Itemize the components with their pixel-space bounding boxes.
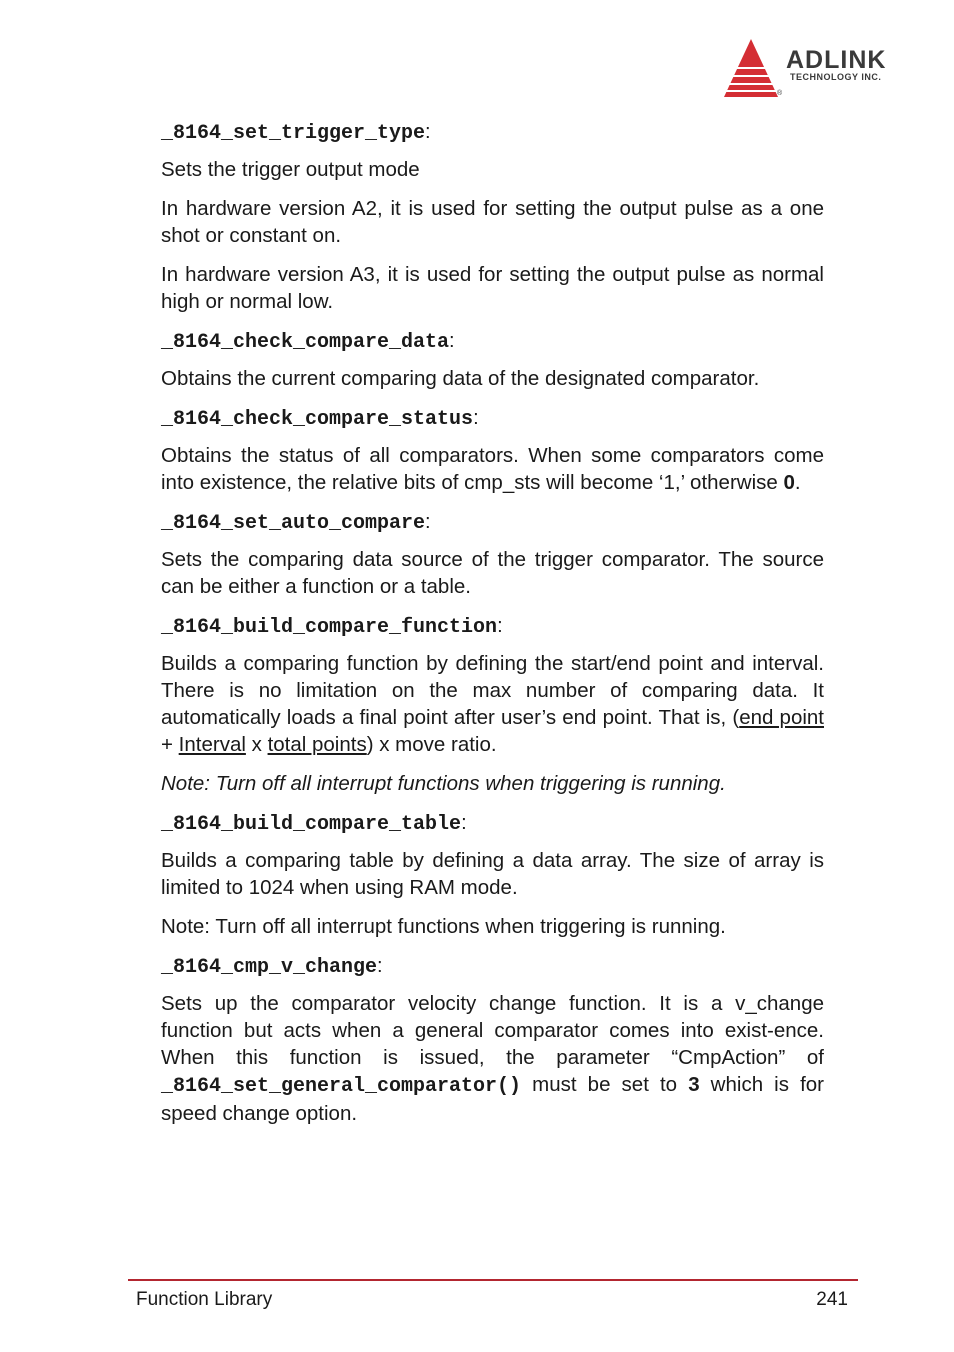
function-heading (161, 327, 824, 357)
note: Note: Turn off all interrupt functions when triggering is running. (161, 915, 726, 938)
underlined-term: Interval (178, 733, 246, 756)
heading-colon: : (473, 407, 479, 429)
logo-brand-text: ADLINK (786, 46, 887, 74)
adlink-triangle-icon (722, 38, 783, 100)
paragraph: Sets the trigger output mode (161, 158, 420, 181)
function-heading (161, 508, 824, 538)
function-name: _8164_set_auto_compare (161, 512, 426, 535)
paragraph: Builds a comparing table by defining a data array. The size of array is limited to 1024 when using RAM mode. (161, 849, 824, 899)
heading-colon: : (497, 615, 503, 637)
bold-value: 0 (783, 471, 795, 494)
paragraph: In hardware version A2, it is used for setting the output pulse as a one shot or constant on. (161, 197, 824, 247)
bold-value: 3 (688, 1073, 700, 1096)
text-run: + (161, 733, 179, 756)
paragraph: Sets the comparing data source of the trigger comparator. The source can be either a function or a table. (161, 548, 824, 598)
text-run: must be set to (521, 1073, 689, 1096)
function-heading (161, 404, 824, 434)
heading-colon: : (449, 330, 455, 352)
italic-note: Note: Turn off all interrupt functions when triggering is running. (161, 772, 726, 795)
function-heading (161, 118, 824, 148)
paragraph: In hardware version A3, it is used for setting the output pulse as normal high or normal low. (161, 263, 824, 313)
paragraph (161, 990, 824, 1127)
function-name: _8164_cmp_v_change (161, 956, 378, 979)
function-heading (161, 952, 824, 982)
page-number: 241 (816, 1289, 848, 1310)
text-run: which is for speed change option. (161, 1073, 824, 1125)
underlined-term: end point (739, 706, 824, 729)
page-content (161, 118, 824, 1139)
underlined-term: total points (267, 733, 367, 756)
text-run: Sets up the comparator velocity change function. It is a v_change function but acts when a general comparator comes into exist-ence. When this function is issued, the parameter “CmpAction” of (161, 992, 824, 1069)
heading-colon: : (425, 511, 431, 533)
text-run: ) x move ratio. (366, 733, 497, 756)
text-run: x (245, 733, 268, 756)
adlink-logo (722, 38, 912, 100)
heading-colon: : (425, 121, 431, 143)
paragraph (161, 650, 824, 758)
text-run: Obtains the status of all comparators. When some comparators come into existence, the relative bits of cmp_sts will become ‘1,’ otherwise (161, 444, 824, 494)
function-name: _8164_check_compare_status (161, 408, 474, 431)
paragraph: Obtains the current comparing data of the designated comparator. (161, 367, 760, 390)
paragraph (161, 442, 824, 496)
heading-colon: : (461, 812, 467, 834)
function-name: _8164_check_compare_data (161, 331, 450, 354)
footer-section-title: Function Library (136, 1289, 273, 1310)
function-name: _8164_set_trigger_type (161, 122, 426, 145)
function-name: _8164_build_compare_table (161, 813, 462, 836)
heading-colon: : (377, 955, 383, 977)
logo-subtitle-text: TECHNOLOGY INC. (790, 72, 882, 82)
function-heading (161, 809, 824, 839)
text-run: . (794, 471, 801, 494)
function-heading (161, 612, 824, 642)
logo-registered-mark: ® (777, 90, 783, 97)
function-name: _8164_build_compare_function (161, 616, 498, 639)
text-run: Builds a comparing function by defining the start/end point and interval. There is no limitation on the max number of comparing data. It automatically loads a final point after user’s end point. That is, ( (161, 652, 824, 729)
inline-code: _8164_set_general_comparator() (161, 1075, 522, 1098)
footer-rule (128, 1279, 858, 1281)
